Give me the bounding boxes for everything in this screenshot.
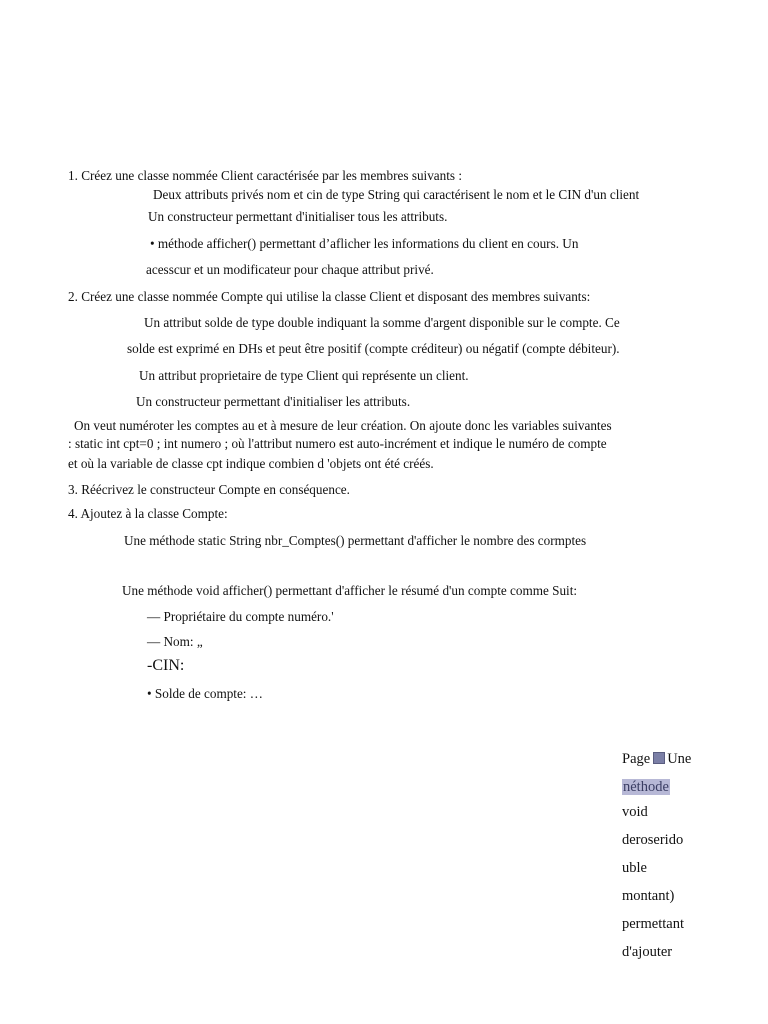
afficher-compte-line: Une méthode void afficher() permettant d'afficher le résumé d'un compte comme Suit: — [122, 583, 578, 598]
client-constructor-line: Un constructeur permettant d'initialiser tous les attributs. — [148, 209, 448, 224]
side-page-line — [622, 750, 691, 768]
side-deroserido: deroserido — [622, 832, 684, 848]
client-accessors-line: acesscur et un modificateur pour chaque attribut privé. — [146, 262, 434, 277]
question-3-title: 3. Réécrivez le constructeur Compte en conséquence. — [68, 482, 350, 497]
side-permettant: permettant — [622, 916, 685, 932]
numbering-paragraph-line-2: : static int cpt=0 ; int numero ; où l'attribut numero est auto-incrément et indique le numéro de compte — [68, 436, 607, 451]
question-2-title: 2. Créez une classe nommée Compte qui utilise la classe Client et disposant des membres suivants: — [68, 289, 591, 304]
side-page-label: Page — [622, 751, 651, 767]
side-une: Une — [667, 751, 692, 767]
side-uble: uble — [622, 860, 647, 876]
compte-proprietaire-line: Un attribut proprietaire de type Client qui représente un client. — [139, 368, 469, 383]
compte-solde-line: Un attribut solde de type double indiquant la somme d'argent disponible sur le compte. Ce — [144, 315, 620, 330]
highlighted-word: néthode — [623, 779, 669, 795]
summary-owner-line: — Propriétaire du compte numéro.' — [147, 609, 334, 624]
question-1-title: 1. Créez une classe nommée Client caractérisée par les membres suivants : — [68, 168, 463, 183]
question-4-title: 4. Ajoutez à la classe Compte: — [68, 506, 228, 521]
side-ajouter: d'ajouter — [622, 944, 673, 960]
square-bullet-icon — [653, 752, 665, 764]
client-afficher-line: • méthode afficher() permettant d’aflicher les informations du client en cours. Un — [150, 236, 579, 251]
compte-constructor-line: Un constructeur permettant d'initialiser les attributs. — [136, 394, 411, 409]
side-void: void — [622, 804, 648, 820]
side-montant: montant) — [622, 888, 675, 904]
side-methode-line — [622, 778, 670, 796]
nbr-comptes-line: Une méthode static String nbr_Comptes() permettant d'afficher le nombre des cormptes — [124, 533, 587, 548]
summary-name-line: — Nom: „ — [147, 634, 203, 649]
numbering-paragraph-line-3: et où la variable de classe cpt indique combien d 'objets ont été créés. — [68, 456, 434, 471]
compte-solde-detail-line: solde est exprimé en DHs et peut être positif (compte créditeur) ou négatif (compte débiteur). — [127, 341, 620, 356]
numbering-paragraph-line-1: On veut numéroter les comptes au et à mesure de leur création. On ajoute donc les variables suivantes — [74, 418, 612, 433]
summary-cin-line: -CIN: — [147, 657, 185, 674]
summary-solde-line: • Solde de compte: … — [147, 686, 263, 701]
client-attributes-line: Deux attributs privés nom et cin de type String qui caractérisent le nom et le CIN d'un client — [153, 187, 640, 202]
